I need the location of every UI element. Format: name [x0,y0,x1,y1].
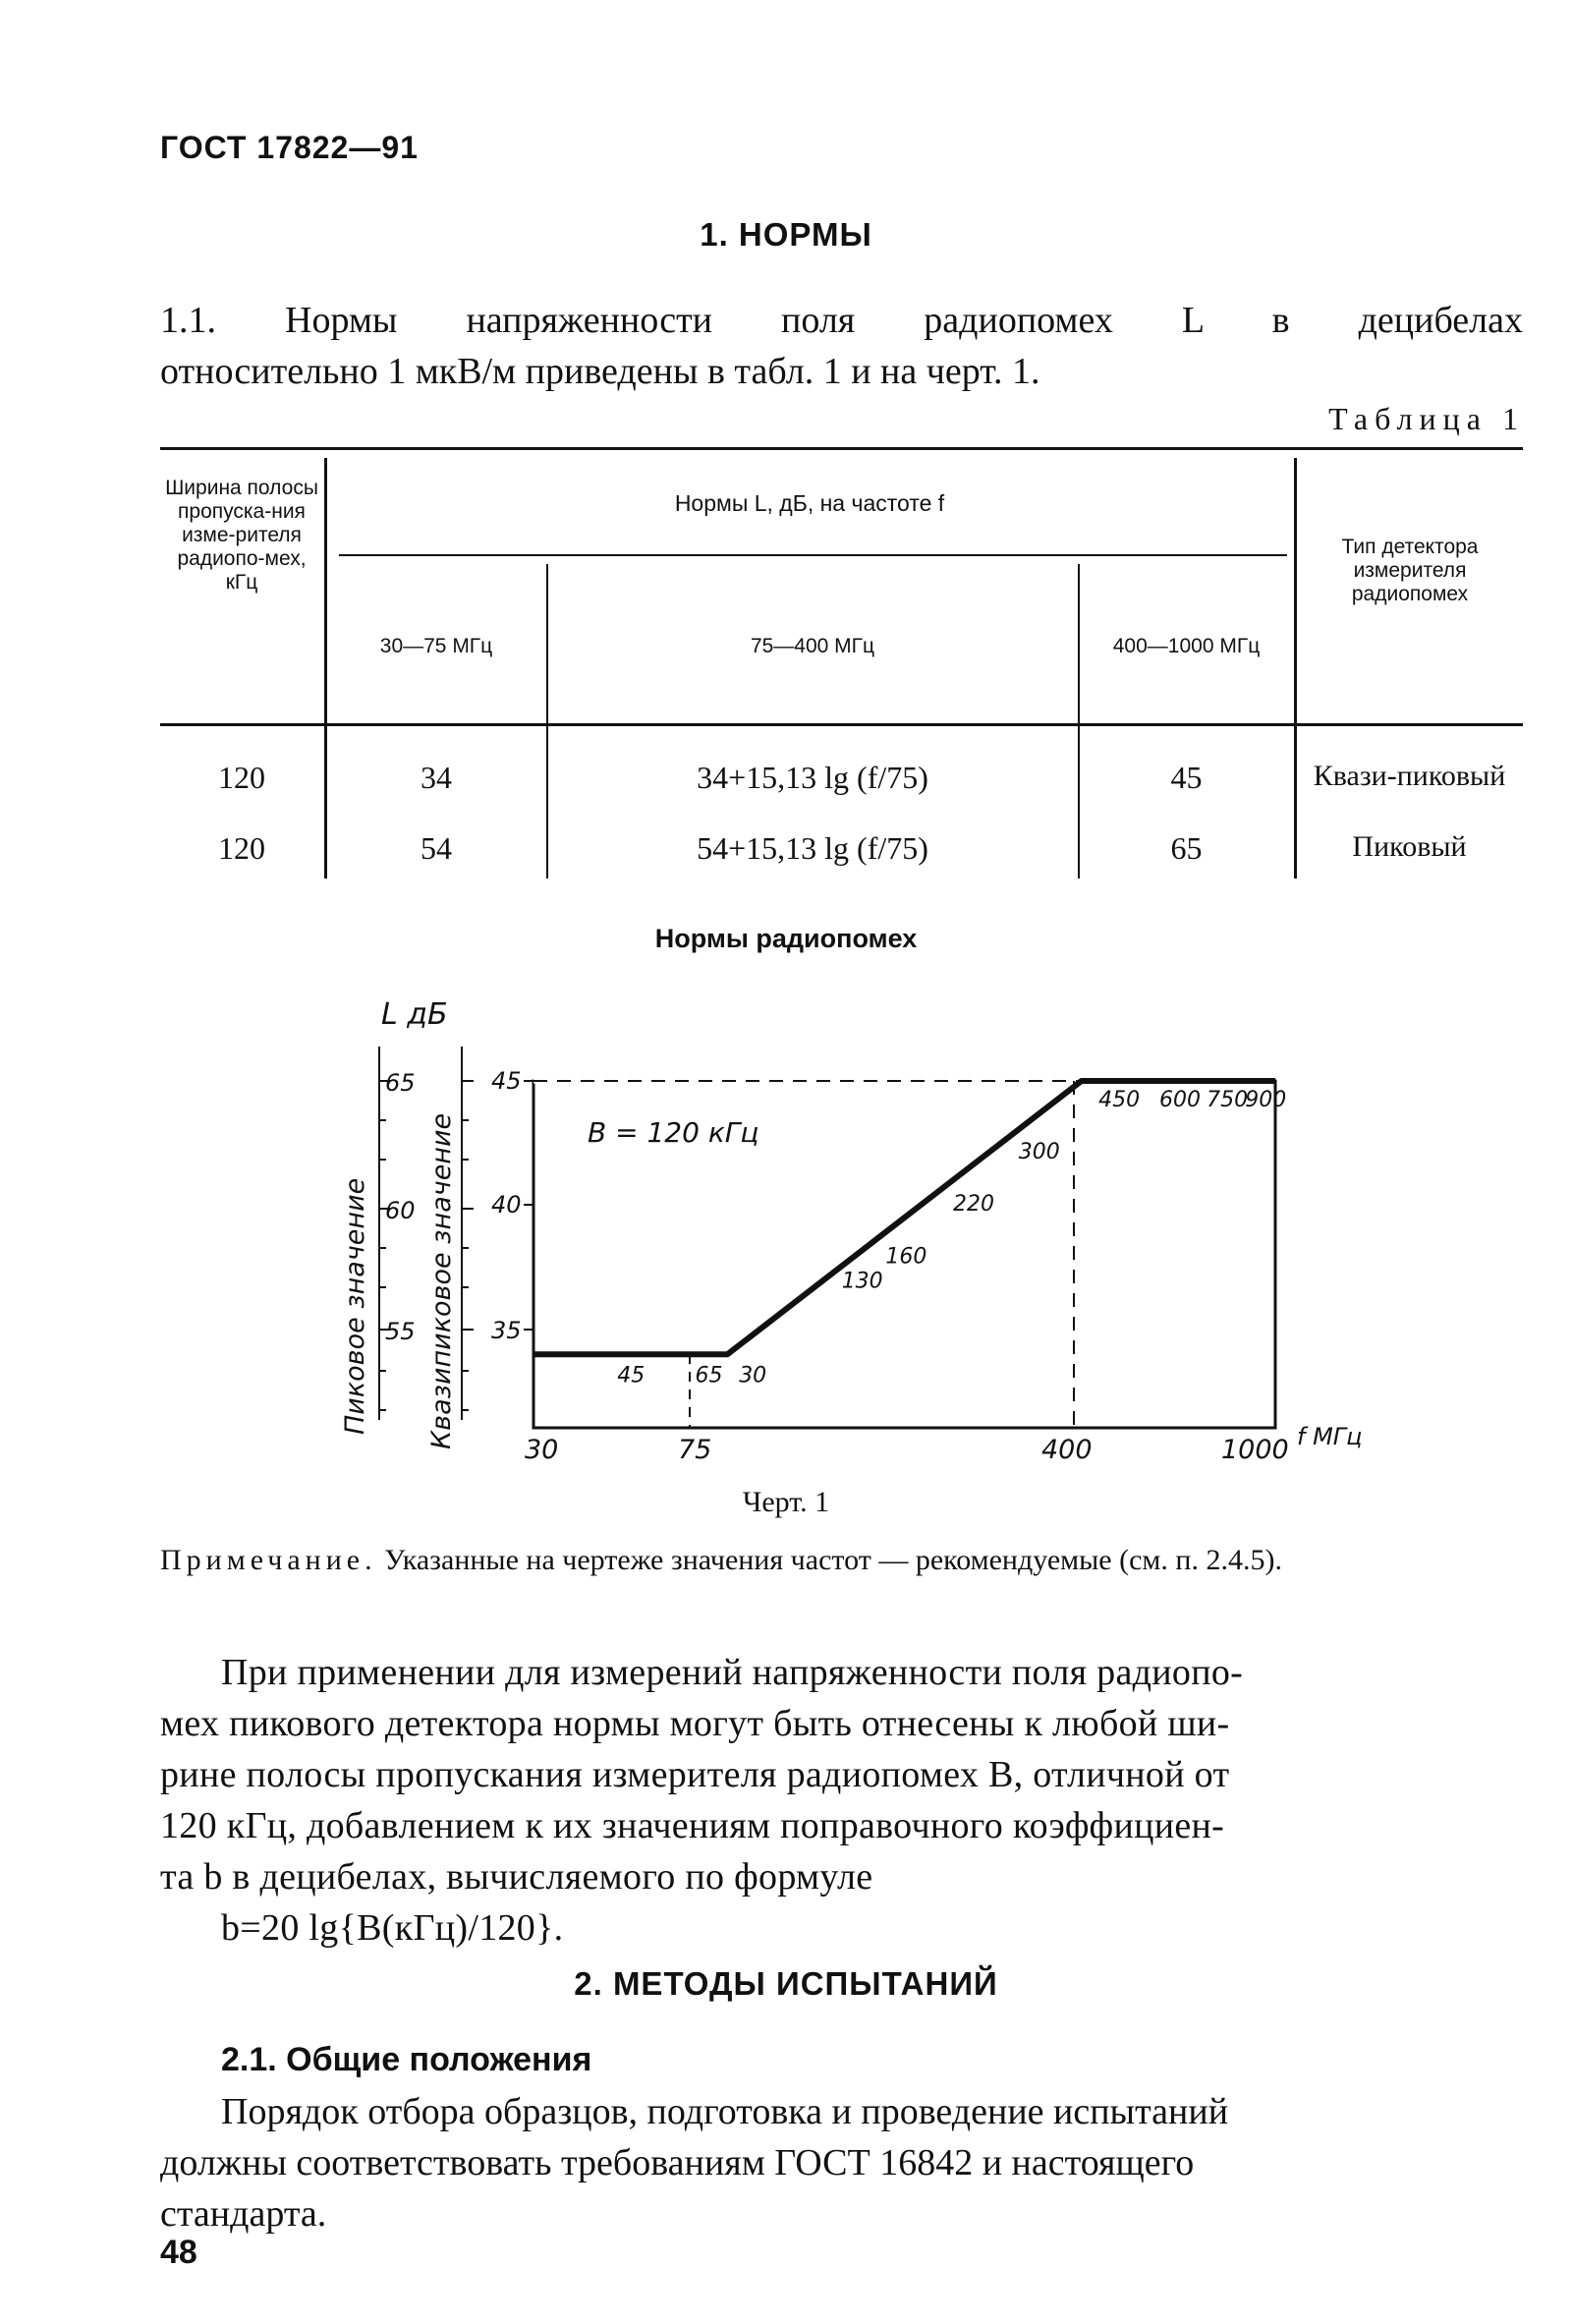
sub-col-400-1000: 400—1000 МГц [1112,635,1261,657]
note-text: Указанные на чертеже значения частот — рекомендуемые (см. п. 2.4.5). [384,1544,1282,1576]
cell-value: 34 [421,760,452,795]
paragraph-line: Порядок отбора образцов, подготовка и проведение испытаний [221,2091,1229,2132]
x-tick-label: 30 [525,1435,559,1465]
sub-col-75-400: 75—400 МГц [750,635,875,657]
paragraph-line: 120 кГц, добавлением к их значениям поправочного коэффициен- [160,1805,1225,1846]
note [160,1541,1526,1580]
col-header-norms: Нормы L, дБ, на частоте f [674,490,945,516]
chart-caption: Черт. 1 [742,1486,830,1518]
y-tick-label: 40 [491,1191,522,1219]
y-tick-label: 35 [491,1317,522,1344]
peak-tick-label: 60 [385,1197,416,1224]
cell-formula: 34+15,13 lg (f/75) [697,760,928,795]
y-tick-label: 45 [491,1067,522,1095]
x-tick-label: 1000 [1221,1435,1289,1465]
point-label: 600 [1159,1088,1201,1112]
paragraph-line: мех пикового детектора нормы могут быть отнесены к любой ши- [160,1703,1230,1744]
point-label: 160 [885,1244,927,1270]
cell-value: 45 [1170,760,1203,795]
paragraph-2-1 [160,2086,1523,2239]
point-label: 750 [1207,1088,1249,1112]
cell-detector: Квази-пиковый [1313,760,1506,792]
x-axis-title: f МГц [1297,1423,1363,1450]
peak-axis [379,1047,391,1420]
formula: b=20 lg{B(кГц)/120}. [221,1907,564,1949]
subsection-title: 2.1. Общие положения [221,2041,592,2078]
section-title-methods: 2. МЕТОДЫ ИСПЫТАНИЙ [574,1965,998,2002]
paragraph-line: рине полосы пропускания измерителя радиопомех B, отличной от [160,1754,1230,1795]
point-label: 450 [1098,1088,1141,1112]
cell-value: 54 [421,830,452,866]
x-tick-label: 400 [1041,1435,1093,1465]
point-label: 900 [1245,1088,1287,1112]
paragraph-line: стандарта. [160,2193,327,2235]
cell-value: 65 [1170,830,1203,866]
point-label: 300 [1018,1140,1060,1164]
bandwidth-annotation: B = 120 кГц [588,1116,759,1149]
table-caption: Таблица 1 [1328,401,1525,436]
col-header-bandwidth: Ширина полосы пропуска-ния изме-рителя радиопо-мех, кГц [165,477,318,594]
y-axis-title: L дБ [381,997,448,1032]
paragraph-line: относительно 1 мкВ/м приведены в табл. 1 и на черт. 1. [160,351,1040,392]
cell-bandwidth: 120 [218,760,265,795]
paragraph-line: 1.1. Нормы напряженности поля радиопомех L в децибелах [160,300,1523,341]
sub-col-30-75: 30—75 МГц [379,635,493,657]
document-header: ГОСТ 17822—91 [160,130,419,165]
chart-title: Нормы радиопомех [654,924,918,953]
page-number: 48 [160,2234,197,2271]
paragraph-line: должны соответствовать требованиям ГОСТ 16842 и настоящего [160,2142,1195,2183]
paragraph-line: та b в децибелах, вычисляемого по формуле [160,1856,873,1898]
point-label: 30 [739,1363,767,1389]
cell-detector: Пиковый [1352,830,1467,863]
quasi-peak-axis [462,1047,474,1420]
point-label: 65 [695,1363,723,1389]
peak-axis-title: Пиковое значение [340,1177,370,1435]
cell-formula: 54+15,13 lg (f/75) [697,830,928,866]
section-title-norms: 1. НОРМЫ [700,216,872,253]
point-label: 45 [617,1363,646,1389]
quasi-peak-axis-title: Квазипиковое значение [426,1112,457,1449]
x-tick-label: 75 [678,1435,712,1465]
paragraph-line: При применении для измерений напряженности поля радиопо- [221,1652,1244,1693]
col-header-detector: Тип детектора измерителя радиопомех [1341,536,1479,605]
note-label: Примечание. [160,1544,377,1576]
peak-tick-label: 55 [385,1318,416,1345]
cell-bandwidth: 120 [218,830,265,866]
paragraph-peak-detector [160,1647,1523,1954]
peak-tick-label: 65 [385,1069,416,1097]
point-label: 130 [841,1269,883,1294]
point-label: 220 [953,1192,994,1218]
